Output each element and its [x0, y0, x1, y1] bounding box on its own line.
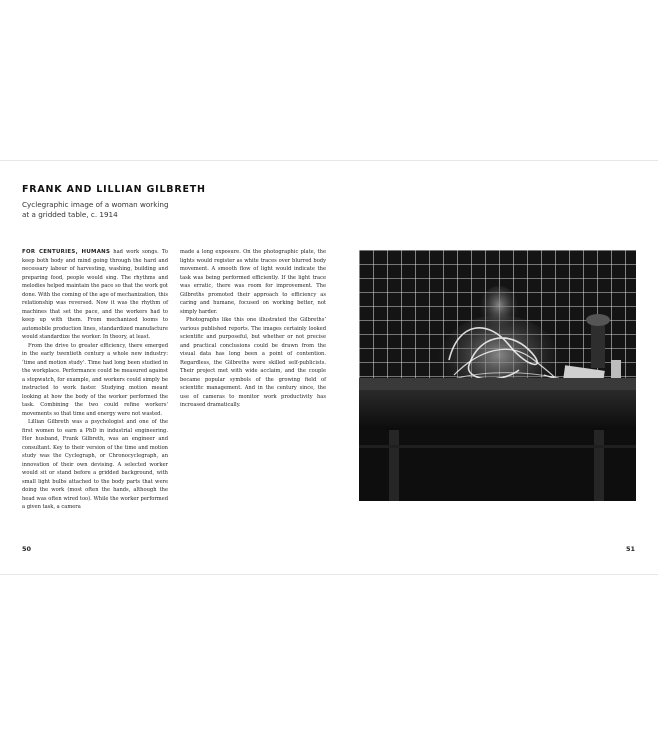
paragraph-text: had work songs. To keep both body and mind going through the hard and necessary labour of harvesting, washing, building and preparing food, people would sing. The rhythms and melodies helped maintain the pace so that the work got done. With the coming of the age of mechanization, this relationship was reversed. Now it was the rhythm of machines that set the pace, and the workers had to keep up with them. From mechanized looms to automobile production lines, standardized manufacture would standardize the worker. In theory, at least. [22, 249, 168, 340]
paragraph: Lillian Gilbreth was a psychologist and one of the first women to earn a PhD in industrial engineering. Her husband, Frank Gilbreth, was an engineer and consultant. Key to their version of the time and motion study was the Cyclegraph, or Chronocyclegraph, an innovation of their own devising. A selected worker would sit or stand before a gridded background, with small light bulbs attached to the body parts that were doing the work (most often the hands, although the head was often wired too). While the worker performed a given task, a camera [22, 419, 168, 510]
paragraph: made a long exposure. On the photographic plate, the lights would register as white traces over blurred body movement. A smooth flow of light would indicate the task was being performed efficiently. If the light trace was erratic, there was room for improvement. The Gilbreths promoted their approach to efficiency as caring and humane, focused on working better, not simply harder. [180, 249, 326, 315]
photo-illustration [359, 250, 636, 501]
paragraph: From the drive to greater efficiency, there emerged in the early twentieth century a whole new industry: ‘time and motion study’. Time had long been studied in the workplace. Performance could be measured against a stopwatch, for example, and workers could simply be instructed to work faster. Studying motion meant looking at how the body of the worker performed the task. Combining the two could refine workers’ movements so that time and energy were not wasted. [22, 342, 168, 417]
paragraph: Photographs like this one illustrated the Gilbreths’ various published reports. The images certainly looked scientific and purposeful, but whether or not precise and practical conclusions could be drawn from the visual data has long been a point of contention. Regardless, the Gilbreths were skilled self-publicists. Their project met with wide acclaim, and the couple became popular symbols of the growing field of scientific management. And in the century since, the use of cameras to monitor work productivity has increased dramatically. [180, 317, 326, 408]
text-column-middle [180, 248, 326, 410]
image-caption: Cyclegraphic image of a woman working at a gridded table, c. 1914 [22, 200, 169, 219]
section-title: FRANK AND LILLIAN GILBRETH [22, 184, 206, 195]
paragraph [22, 248, 168, 342]
page-number-right: 51 [626, 545, 636, 553]
cyclegraph-photograph [359, 250, 636, 501]
page-number-left: 50 [22, 545, 32, 553]
text-column-left [22, 248, 168, 512]
book-spread [0, 160, 658, 575]
lead-in: FOR CENTURIES, HUMANS [22, 249, 111, 255]
